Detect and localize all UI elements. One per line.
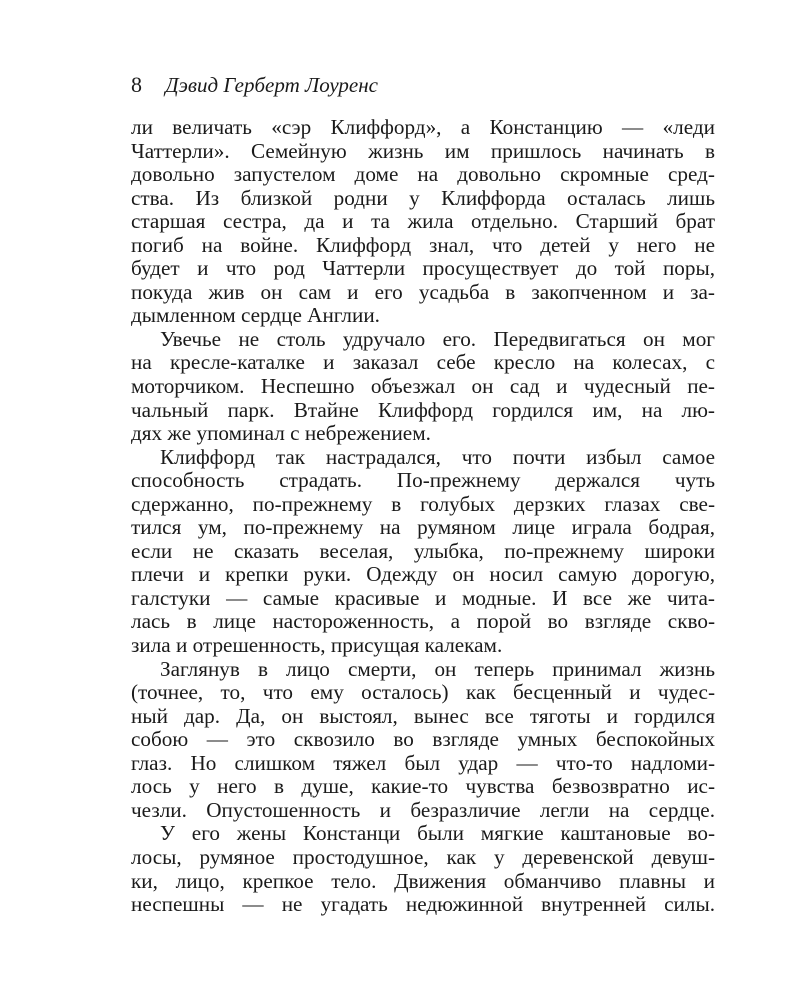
text-line: дях же упоминал с небрежением. — [131, 421, 431, 446]
text-line: глаз. Но слишком тяжел был удар — что-то надломи- — [131, 750, 715, 775]
running-head — [131, 70, 731, 100]
text-line: собою — это сквозило во взгляде умных беспокойных — [131, 727, 715, 752]
running-head-author: Дэвид Герберт Лоуренс — [165, 73, 378, 97]
text-line: чезли. Опустошенность и безразличие легли на сердце. — [131, 797, 715, 822]
text-line: У его жены Констанци были мягкие каштановые во- — [160, 821, 715, 846]
text-line: покуда жив он сам и его усадьба в закопченном и за- — [131, 279, 715, 304]
body-text — [131, 116, 715, 917]
text-line: ный дар. Да, он выстоял, вынес все тяготы и гордился — [131, 703, 715, 728]
text-line: довольно запустелом доме на довольно скромные сред- — [131, 162, 715, 187]
page-number: 8 — [131, 72, 142, 97]
text-line: (точнее, то, что ему осталось) как бесценный и чудес- — [131, 680, 715, 705]
text-line: тился ум, по-прежнему на румяном лице играла бодрая, — [131, 515, 715, 540]
text-line: плечи и крепки руки. Одежду он носил самую дорогую, — [131, 562, 715, 587]
text-line: погиб на войне. Клиффорд знал, что детей у него не — [131, 232, 715, 257]
text-line: лась в лице настороженность, а порой во взгляде скво- — [131, 609, 715, 634]
text-line: Заглянув в лицо смерти, он теперь принимал жизнь — [160, 656, 715, 681]
text-line: старшая сестра, да и та жила отдельно. Старший брат — [131, 209, 715, 234]
text-line: ли величать «сэр Клиффорд», а Констанцию — «леди — [131, 115, 715, 139]
text-line: моторчиком. Неспешно объезжал он сад и чудесный пе- — [131, 374, 715, 399]
text-line: Клиффорд так настрадался, что почти избыл самое — [160, 444, 715, 469]
text-line: сдержанно, по-прежнему в голубых дерзких глазах све- — [131, 491, 715, 516]
text-line: неспешны — не угадать недюжинной внутренней силы. — [131, 892, 715, 917]
text-line: способность страдать. По-прежнему держался чуть — [131, 468, 715, 493]
text-line: ки, лицо, крепкое тело. Движения обманчиво плавны и — [131, 868, 715, 893]
text-line: ства. Из близкой родни у Клиффорда осталась лишь — [131, 185, 715, 210]
text-line: на кресле-каталке и заказал себе кресло на колесах, с — [131, 350, 715, 375]
text-line: дымленном сердце Англии. — [131, 303, 380, 328]
text-line: будет и что род Чаттерли просуществует до той поры, — [131, 256, 715, 281]
text-line: лосы, румяное простодушное, как у деревенской девуш- — [131, 844, 715, 869]
text-line: зила и отрешенность, присущая калекам. — [131, 633, 503, 658]
text-line: чальный парк. Втайне Клиффорд гордился им, на лю- — [131, 397, 715, 422]
text-line: если не сказать веселая, улыбка, по-прежнему широки — [131, 538, 715, 563]
text-line: галстуки — самые красивые и модные. И все же чита- — [131, 585, 715, 610]
text-line: лось у него в душе, какие-то чувства безвозвратно ис- — [131, 774, 715, 799]
text-line: Чаттерли». Семейную жизнь им пришлось начинать в — [131, 138, 715, 163]
text-line: Увечье не столь удручало его. Передвигаться он мог — [160, 326, 715, 351]
